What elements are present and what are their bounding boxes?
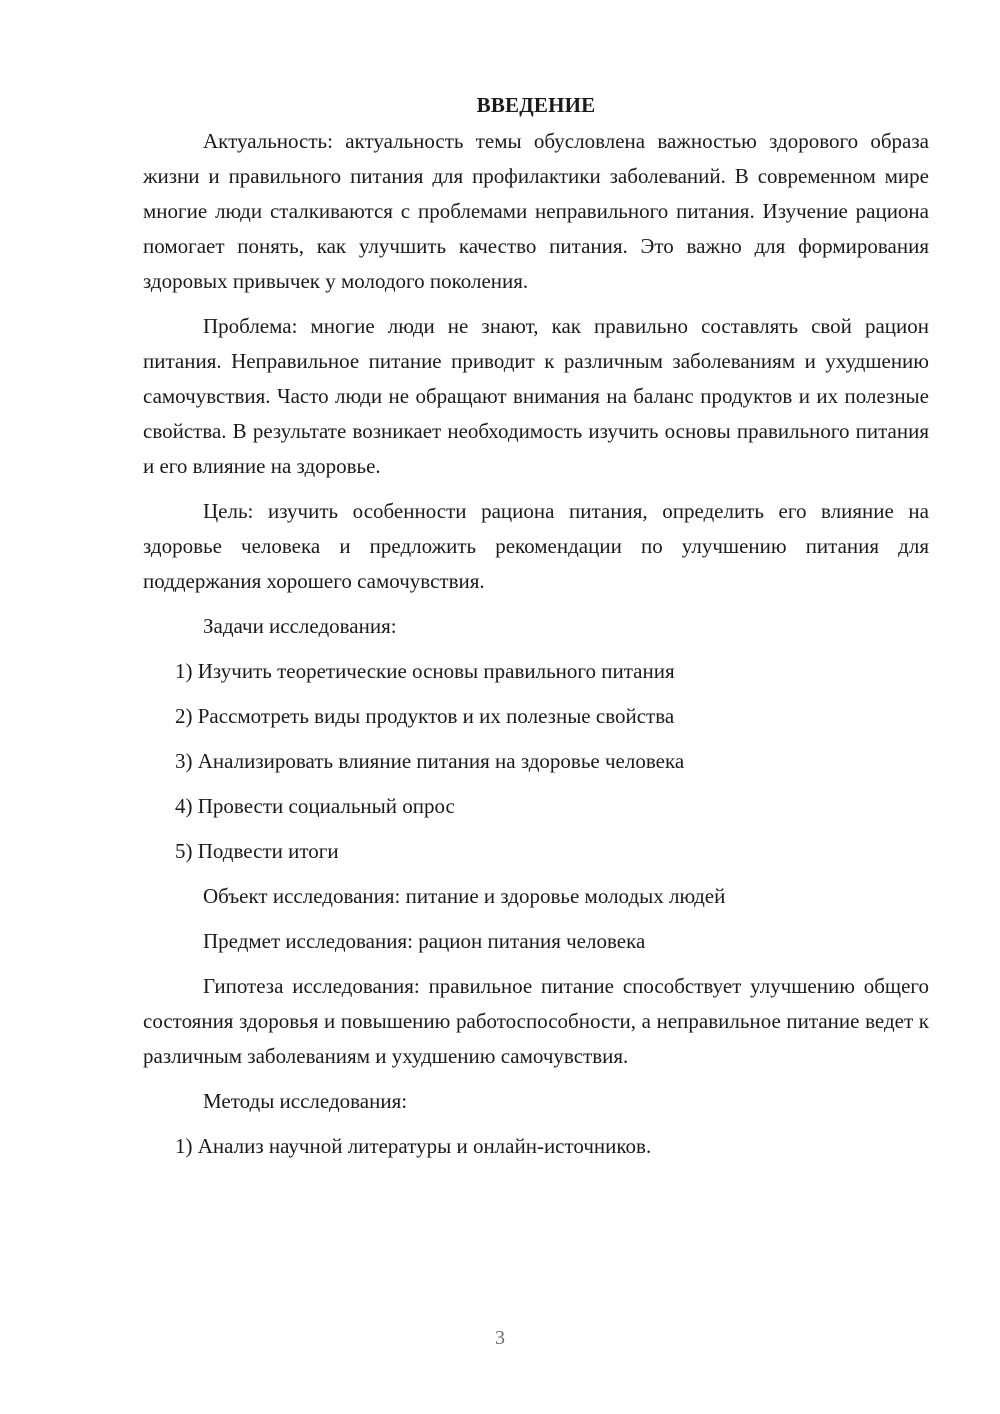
method-item: 1) Анализ научной литературы и онлайн-источников.: [175, 1134, 652, 1158]
task-item: 5) Подвести итоги: [175, 839, 339, 863]
task-item: 2) Рассмотреть виды продуктов и их полезные свойства: [175, 704, 675, 728]
object-paragraph: Объект исследования: питание и здоровье молодых людей: [203, 884, 726, 908]
problem-paragraph: Проблема: многие люди не знают, как правильно составлять свой рацион питания. Неправильное питание приводит к различным заболеваниям и ухудшению самочувствия. Часто люди не обращают внимания на баланс продуктов и их полезные свойства. В результате возникает необходимость изучить основы правильного питания и его влияние на здоровье.: [143, 314, 929, 478]
relevance-paragraph: Актуальность: актуальность темы обусловлена важностью здорового образа жизни и правильного питания для профилактики заболеваний. В современном мире многие люди сталкиваются с проблемами неправильного питания. Изучение рациона помогает понять, как улучшить качество питания. Это важно для формирования здоровых привычек у молодого поколения.: [143, 129, 929, 293]
task-item: 1) Изучить теоретические основы правильного питания: [175, 659, 675, 683]
subject-paragraph: Предмет исследования: рацион питания человека: [203, 929, 646, 953]
methods-heading: Методы исследования:: [203, 1089, 408, 1113]
methods-list: [143, 1129, 929, 1164]
tasks-list: [143, 654, 929, 869]
task-item: 4) Провести социальный опрос: [175, 794, 455, 818]
section-heading: ВВЕДЕНИЕ: [476, 93, 596, 117]
hypothesis-paragraph: Гипотеза исследования: правильное питание способствует улучшению общего состояния здоровья и повышению работоспособности, а неправильное питание ведет к различным заболеваниям и ухудшению самочувствия.: [143, 974, 929, 1068]
page-number: 3: [495, 1327, 505, 1349]
goal-paragraph: Цель: изучить особенности рациона питания, определить его влияние на здоровье человека и предложить рекомендации по улучшению питания для поддержания хорошего самочувствия.: [143, 499, 929, 593]
tasks-heading: Задачи исследования:: [203, 614, 397, 638]
document-page: [143, 88, 929, 1174]
task-item: 3) Анализировать влияние питания на здоровье человека: [175, 749, 685, 773]
